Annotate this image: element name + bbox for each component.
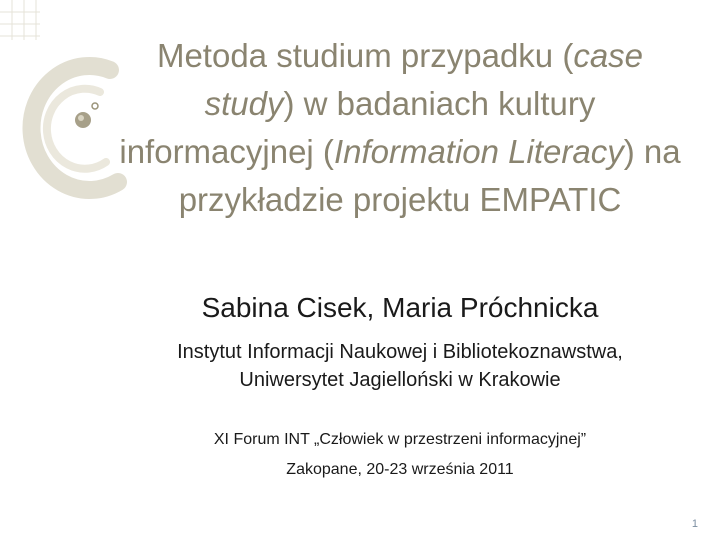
affiliation — [100, 338, 700, 394]
affiliation-line-1: Instytut Informacji Naukowej i Bibliotekoznawstwa, — [177, 341, 623, 363]
large-arc-inner — [47, 89, 106, 169]
dot-highlight — [78, 115, 84, 121]
title-part-2: ) w badaniach kultury informacyjnej ( — [119, 85, 596, 170]
event-line-1: XI Forum INT „Człowiek w przestrzeni informacyjnej” — [213, 431, 587, 448]
small-ring-dot — [92, 103, 98, 109]
slide-number: 1 — [691, 518, 698, 530]
title-part-3: ) na przykładzie projektu EMPATIC — [178, 133, 681, 218]
affiliation-line-2: Uniwersytet Jagielloński w Krakowie — [239, 369, 561, 391]
event-info — [100, 425, 700, 485]
authors: Sabina Cisek, Maria Próchnicka — [201, 292, 599, 323]
title-italic-case-study: case study — [204, 37, 644, 122]
slide-title — [110, 32, 690, 224]
title-part-1: Metoda studium przypadku ( — [156, 37, 574, 74]
event-line-2: Zakopane, 20-23 września 2011 — [286, 461, 514, 478]
title-italic-information-literacy: Information Literacy — [333, 133, 624, 170]
decorative-grid-lines — [0, 0, 40, 40]
